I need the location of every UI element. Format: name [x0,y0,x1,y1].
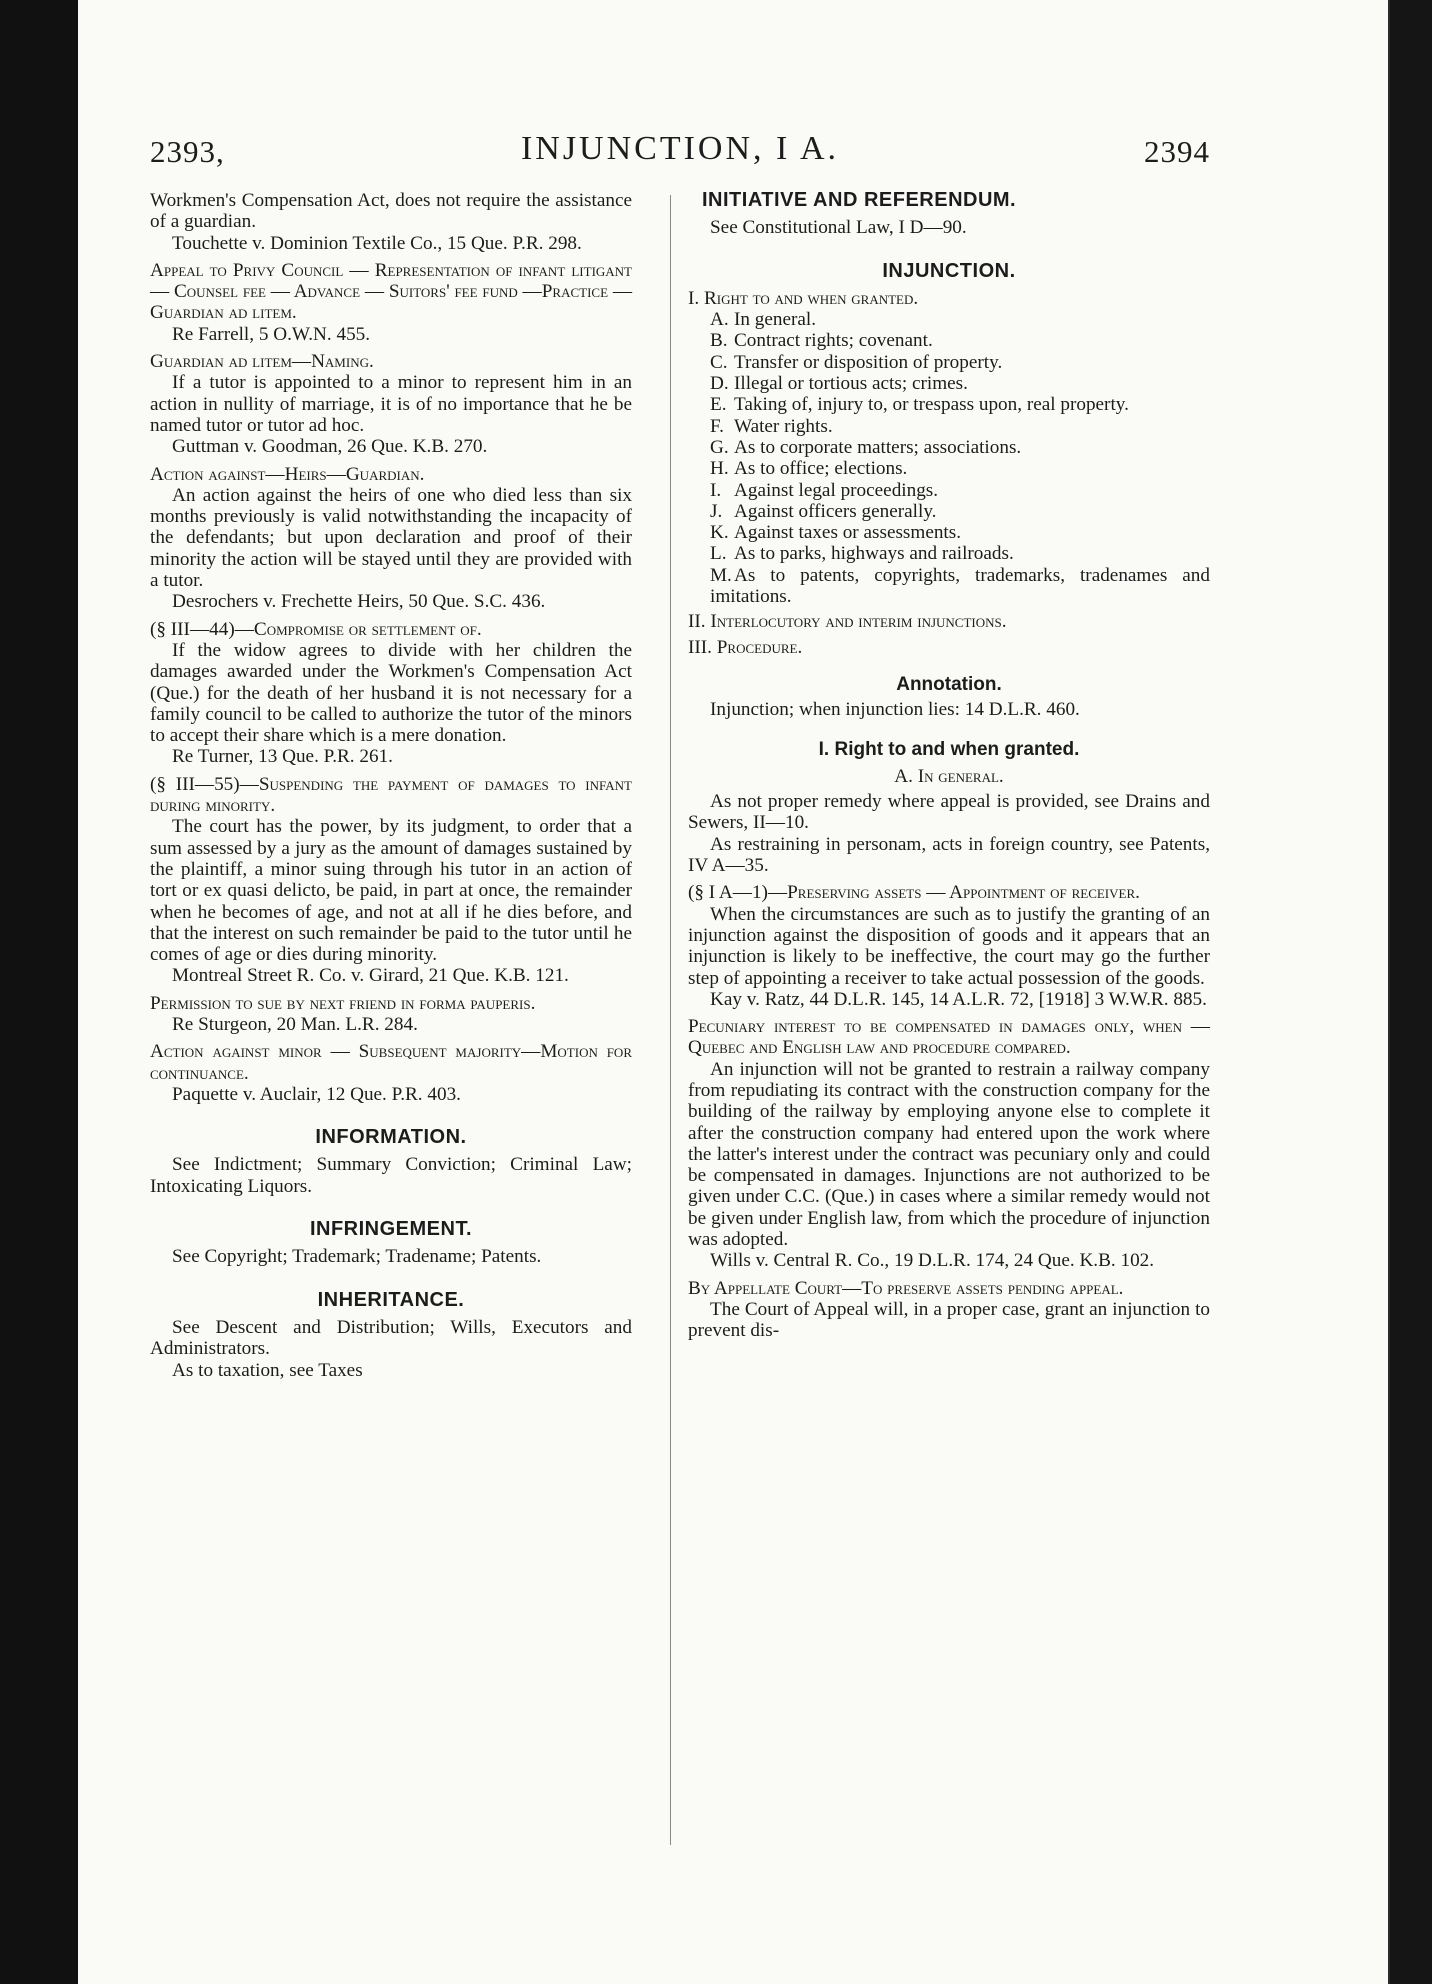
case-citation: Montreal Street R. Co. v. Girard, 21 Que. K.B. 121. [172,965,569,987]
entry-heading: (§ III—55)—Suspending the payment of damages to infant during minority. [150,773,632,817]
case-citation: Re Farrell, 5 O.W.N. 455. [172,323,371,345]
entry-heading: Action against minor — Subsequent majority—Motion for continuance. [150,1041,632,1084]
body-text: When the circumstances are such as to justify the granting of an injunction against the disposition of goods and it appears that an injunction is likely to be ineffective, the court may go the further step of appointing a receiver to take actual possession of the goods. [688,903,1210,989]
toc-text: Interlocutory and interim injunctions. [710,611,1007,633]
toc-text: As to parks, highways and railroads. [734,543,1014,565]
toc-text: In general. [734,309,817,331]
case-citation: Wills v. Central R. Co., 19 D.L.R. 174, 24 Que. K.B. 102. [710,1250,1155,1272]
case-citation: Kay v. Ratz, 44 D.L.R. 145, 14 A.L.R. 72, [1918] 3 W.W.R. 885. [710,988,1207,1010]
entry-title: INFRINGEMENT. [309,1218,473,1241]
body-text: The court has the power, by its judgment, to order that a sum assessed by a jury as the amount of damages sustained by the plaintiff, a minor suing through his tutor in an action of tort or ex quasi delicto, be paid, in part at once, the remainder when he becomes of age, and not at all if he dies before, and that the interest on such remainder be paid to the tutor until he comes of age or dies during minority. [150,816,632,966]
case-citation: Touchette v. Dominion Textile Co., 15 Que. P.R. 298. [172,232,582,254]
entry-heading: Permission to sue by next friend in forma pauperis. [150,992,536,1014]
toc-subentry [688,309,1210,330]
toc-subentry [688,501,1210,522]
toc-text: Taking of, injury to, or trespass upon, real property. [734,394,1129,416]
body-text: The Court of Appeal will, in a proper case, grant an injunction to prevent dis- [688,1298,1210,1342]
section-title: I. Right to and when granted. [818,738,1080,760]
subsection-title: A. In general. [894,765,1004,787]
annotation-title: Annotation. [896,673,1002,695]
body-text: See Indictment; Summary Conviction; Criminal Law; Intoxicating Liquors. [150,1154,632,1197]
case-citation: Desrochers v. Frechette Heirs, 50 Que. S.C. 436. [172,591,546,613]
case-citation: Guttman v. Goodman, 26 Que. K.B. 270. [172,436,488,458]
entry-heading: (§ I A—1)—Preserving assets — Appointment of receiver. [688,882,1140,904]
column-divider [670,195,671,1845]
entry-title: INFORMATION. [315,1126,467,1149]
toc-number: K. [710,522,729,544]
toc-subentry [688,458,1210,479]
page-number-right: 2394 [1144,134,1210,169]
toc-subentry [688,480,1210,501]
toc-text: Against legal proceedings. [734,479,939,501]
toc-text: As to corporate matters; associations. [734,436,1022,458]
toc-number: II. [688,611,711,633]
case-citation: Re Sturgeon, 20 Man. L.R. 284. [172,1013,418,1035]
page-number-left: 2393, [150,134,225,169]
entry-heading: Pecuniary interest to be compensated in damages only, when — Quebec and English law and procedure compared. [688,1016,1210,1059]
body-text: An injunction will not be granted to restrain a railway company from repudiating its contract with the construction company for the building of the railway by employing anyone else to complete it after the construction company had entered upon the work where the latter's interest under the contract was pecuniary only and could be compensated in damages. Injunctions are not authorized to be given under C.C. (Que.) in cases where a similar remedy would not be given under English law, from which the procedure of injunction was adopted. [688,1058,1210,1251]
cross-reference: See Constitutional Law, I D—90. [710,217,967,239]
toc-number: D. [710,373,729,395]
left-column [150,190,632,1381]
toc-number: III. [688,636,717,658]
toc-text: Water rights. [734,415,833,437]
table-of-contents [688,288,1210,658]
toc-text: Illegal or tortious acts; crimes. [734,373,968,395]
scan-border-left [0,0,80,1984]
toc-text: Procedure. [716,636,803,658]
toc-number: G. [710,436,729,458]
toc-text: Right to and when granted. [703,287,919,309]
toc-entry [688,288,1210,309]
entry-title-initiative: INITIATIVE AND REFERENDUM. [702,189,1017,211]
entry-heading: Guardian ad litem—Naming. [150,351,374,373]
toc-number: M. [710,564,732,586]
toc-text: As to office; elections. [734,458,908,480]
right-column [688,190,1210,1342]
entry-title: INHERITANCE. [317,1288,465,1311]
toc-number: A. [710,309,729,331]
toc-number: E. [710,394,727,416]
body-text: Workmen's Compensation Act, does not require the assistance of a guardian. [150,190,632,233]
running-title: INJUNCTION, I A. [520,130,840,167]
toc-subentry [688,394,1210,415]
toc-text: Against taxes or assessments. [734,522,962,544]
entry-heading: (§ III—44)—Compromise or settlement of. [150,618,482,640]
toc-number: B. [710,330,728,352]
toc-subentry [688,565,1210,608]
entry-heading: By Appellate Court—To preserve assets pending appeal. [688,1277,1124,1299]
toc-text: Against officers generally. [734,500,937,522]
case-citation: Paquette v. Auclair, 12 Que. P.R. 403. [172,1083,461,1105]
scan-border-right [1390,0,1432,1984]
toc-number: I. [688,287,704,309]
entry-title-injunction: INJUNCTION. [882,259,1016,282]
toc-subentry [688,352,1210,373]
toc-subentry [688,437,1210,458]
toc-number: F. [710,415,724,437]
body-text: As restraining in personam, acts in foreign country, see Patents, IV A—35. [688,833,1210,877]
toc-text: Contract rights; covenant. [734,330,933,352]
toc-text: As to patents, copyrights, trademarks, tradenames and imitations. [710,564,1210,608]
toc-subentry [688,416,1210,437]
running-header [150,128,1210,172]
toc-subentry [688,373,1210,394]
toc-number: L. [710,543,727,565]
toc-entry [688,611,1210,632]
case-citation: As to taxation, see Taxes [172,1359,363,1381]
toc-number: I. [710,479,722,501]
toc-entry [688,637,1210,658]
toc-number: C. [710,351,728,373]
annotation-text: Injunction; when injunction lies: 14 D.L.R. 460. [710,699,1080,721]
entry-heading: Action against—Heirs—Guardian. [150,463,425,485]
toc-subentry [688,330,1210,351]
body-text: An action against the heirs of one who died less than six months previously is valid notwithstanding the incapacity of the defendants; but upon declaration and proof of their minority the action will be stayed until they are provided with a tutor. [150,484,632,592]
toc-subentry [688,522,1210,543]
entry-heading: Appeal to Privy Council — Representation of infant litigant — Counsel fee — Advance — Suitors' fee fund —Practice — Guardian ad litem. [150,259,633,324]
body-text: If a tutor is appointed to a minor to represent him in an action in nullity of marriage, it is of no importance that he be named tutor or tutor ad hoc. [150,372,632,436]
body-text: See Descent and Distribution; Wills, Executors and Administrators. [150,1316,632,1360]
right-body [688,791,1210,1341]
case-citation: Re Turner, 13 Que. P.R. 261. [172,746,393,768]
body-text: If the widow agrees to divide with her children the damages awarded under the Workmen's Compensation Act (Que.) for the death of her husband it is not necessary for a family council to be called to authorize the tutor of the minors to accept their share which is a mere donation. [150,639,632,747]
toc-text: Transfer or disposition of property. [734,351,1003,373]
body-text: As not proper remedy where appeal is provided, see Drains and Sewers, II—10. [688,791,1210,834]
body-text: See Copyright; Trademark; Tradename; Patents. [172,1246,542,1268]
toc-number: J. [710,500,723,522]
toc-subentry [688,543,1210,564]
toc-number: H. [710,458,729,480]
